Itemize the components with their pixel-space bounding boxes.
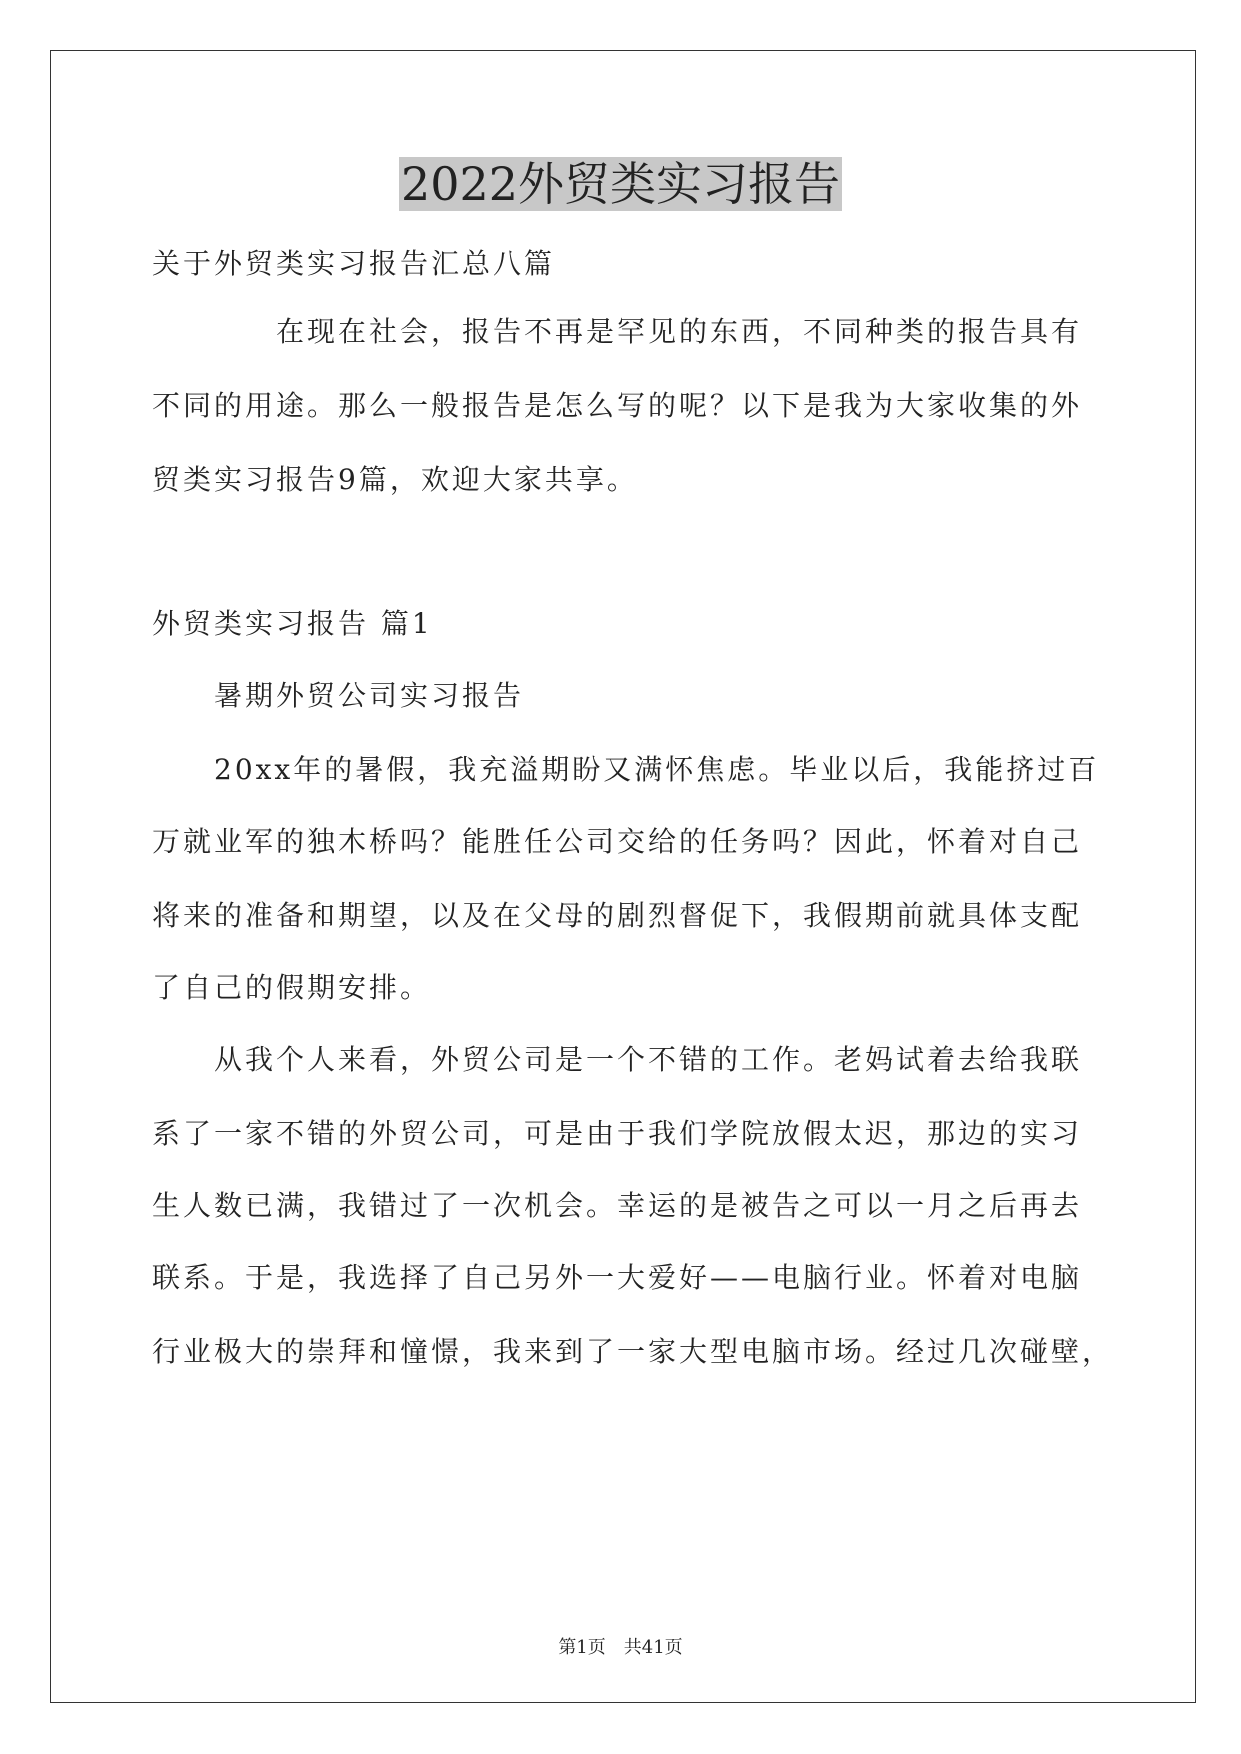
paragraph-line: 从我个人来看，外贸公司是一个不错的工作。老妈试着去给我联 bbox=[152, 1043, 1083, 1076]
paragraph-line: 将来的准备和期望，以及在父母的剧烈督促下，我假期前就具体支配 bbox=[152, 899, 1083, 932]
section-heading: 外贸类实习报告 篇1 bbox=[152, 607, 433, 640]
paragraph-line: 系了一家不错的外贸公司，可是由于我们学院放假太迟，那边的实习 bbox=[152, 1117, 1083, 1150]
paragraph-line: 20xx年的暑假，我充溢期盼又满怀焦虑。毕业以后，我能挤过百 bbox=[152, 753, 1100, 786]
paragraph-line: 万就业军的独木桥吗？能胜任公司交给的任务吗？因此，怀着对自己 bbox=[152, 825, 1083, 858]
page-border bbox=[50, 50, 1196, 1703]
paragraph-line: 行业极大的崇拜和憧憬，我来到了一家大型电脑市场。经过几次碰壁， bbox=[152, 1335, 1114, 1368]
paragraph-line: 不同的用途。那么一般报告是怎么写的呢？以下是我为大家收集的外 bbox=[152, 389, 1083, 422]
paragraph-line: 了自己的假期安排。 bbox=[152, 971, 432, 1004]
document-title bbox=[0, 152, 1241, 216]
subtitle-line: 关于外贸类实习报告汇总八篇 bbox=[152, 247, 556, 280]
paragraph-line: 联系。于是，我选择了自己另外一大爱好——电脑行业。怀着对电脑 bbox=[152, 1261, 1083, 1294]
paragraph-line: 在现在社会，报告不再是罕见的东西，不同种类的报告具有 bbox=[152, 315, 1083, 348]
paragraph-line: 贸类实习报告9篇，欢迎大家共享。 bbox=[152, 463, 638, 496]
paragraph-line: 暑期外贸公司实习报告 bbox=[152, 679, 525, 712]
paragraph-line: 生人数已满，我错过了一次机会。幸运的是被告之可以一月之后再去 bbox=[152, 1189, 1083, 1222]
document-title-text: 2022外贸类实习报告 bbox=[400, 157, 841, 211]
page-number-footer: 第1页 共41页 bbox=[558, 1637, 683, 1658]
